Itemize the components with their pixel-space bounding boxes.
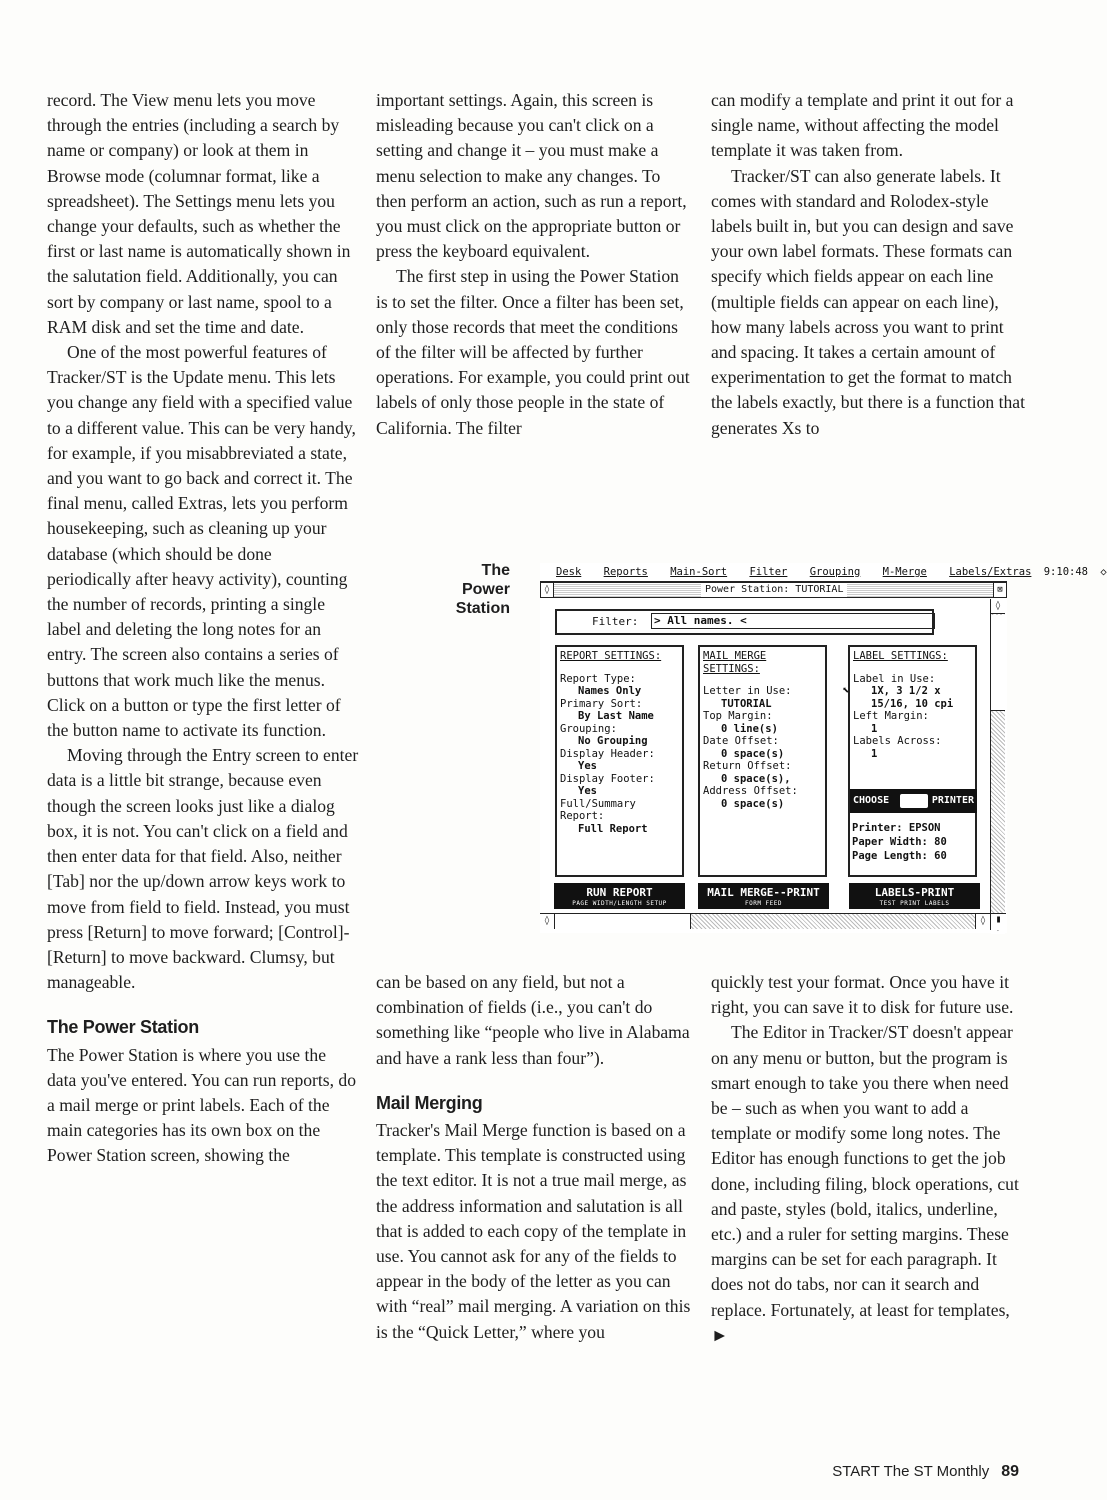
page-footer [832, 1463, 1019, 1481]
setting-label: Label in Use: [853, 672, 936, 685]
labels-print-label: LABELS-PRINT [874, 886, 955, 899]
setting-value: 15/16, 10 cpi [871, 697, 954, 710]
setting-value: Names Only [578, 685, 642, 697]
labels-print-sub: TEST PRINT LABELS [879, 900, 950, 907]
page-length: Page Length: 60 [852, 850, 947, 862]
resize-box-icon[interactable]: ▮ [990, 913, 1006, 930]
column-3-top [711, 88, 1027, 441]
column-1 [47, 88, 359, 1169]
menu-m-merge[interactable]: M-Merge [882, 566, 927, 578]
scroll-up-arrow-icon[interactable]: ◊ [991, 599, 1005, 614]
clock: 9:10:48 [1043, 566, 1088, 578]
label-settings-header: LABEL SETTINGS: [853, 650, 948, 662]
setting-label: Address Offset: [703, 785, 798, 797]
horizontal-scroll-thumb[interactable] [555, 914, 691, 929]
mail-merge-print-sub: FORM FEED [744, 900, 782, 907]
run-report-label: RUN REPORT [586, 886, 653, 899]
menu-main-sort[interactable]: Main-Sort [670, 566, 728, 578]
menu-desk[interactable]: Desk [556, 566, 582, 578]
section-heading-mail-merging: Mail Merging [376, 1092, 483, 1113]
setting-label: Primary Sort: [560, 697, 643, 710]
menu-grouping[interactable]: Grouping [809, 566, 861, 578]
mail-merge-print-button[interactable] [698, 883, 829, 909]
caption-line: Station [455, 600, 510, 617]
caption-line: Power [461, 581, 510, 598]
setting-label: Grouping: [560, 722, 617, 735]
filter-value: > All names. < [651, 613, 935, 629]
setting-value: 0 space(s) [721, 797, 785, 810]
setting-label: Top Margin: [703, 710, 773, 722]
horizontal-scrollbar[interactable] [540, 913, 990, 929]
paragraph: One of the most powerful features of Tracker/ST is the Update menu. This lets you change any field with a specified value to a different value. This can be very handy, for example, if you misabbreviated a state, and you want to go back and correct it. The final menu, called Extras, lets you perform housekeeping, such as cleaning up your database (which should be done periodically after heavy activity), counting the number of records, printing a single label and deleting the long notes for an entry. The screen also contains a series of buttons that work much like the menus. Click on a button or type the first letter of the button name to activate its function. [47, 342, 356, 741]
paragraph: Moving through the Entry screen to enter data is a little bit strange, because even though the screen looks just like a dialog box, it is not. You can't click on a field and then enter data for that field. Also, neither [Tab] nor the up/down arrow keys work to move from field to field. Instead, you must press [Return] to move forward; [Control]-[Return] to move backward. Clumsy, but manageable. [47, 745, 359, 993]
figure-caption [440, 561, 510, 618]
report-settings-lines [560, 673, 679, 836]
setting-label: Full/Summary Report: [560, 797, 636, 822]
paragraph: The Power Station is where you use the data you've entered. You can run reports, do a mail merge or print labels. Each of the main categories has its own box on the Power Station screen, showing the [47, 1044, 357, 1166]
clock-icon: ◇ [1100, 566, 1107, 578]
menu-labels-extras[interactable]: Labels/Extras [949, 566, 1032, 578]
setting-value: No Grouping [578, 735, 648, 747]
paragraph: Tracker's Mail Merge function is based on a template. This template is constructed using the text editor. It is not a true mail merge, as the address information and salutation is all that is added to each copy of the template in use. You cannot ask for any of the fields to appear in the body of the letter as you can with “real” mail merging. A variation on this is the “Quick Letter,” where you [376, 1120, 691, 1342]
filter-box [555, 609, 934, 635]
paper-width: Paper Width: 80 [852, 836, 947, 848]
setting-value: 0 space(s), [721, 772, 791, 785]
scroll-left-arrow-icon[interactable]: ◊ [540, 914, 555, 929]
choose-printer-button[interactable] [850, 789, 977, 813]
mail-merge-print-label: MAIL MERGE--PRINT [707, 886, 820, 899]
paragraph: quickly test your format. Once you have it right, you can save it to disk for future use. [711, 972, 1014, 1018]
setting-label: Display Footer: [560, 772, 655, 785]
paragraph: can be based on any field, but not a combination of fields (i.e., you can't do something like “people who live in Alabama and have a rank less than four”). [376, 972, 690, 1068]
mail-merge-settings-header: MAIL MERGE SETTINGS: [703, 650, 767, 675]
column-3-bottom [711, 970, 1027, 1348]
setting-value: 1X, 3 1/2 x [871, 685, 941, 697]
window-title: Power Station: TUTORIAL [701, 583, 847, 597]
setting-value: Yes [578, 785, 597, 797]
setting-value: 0 space(s) [721, 747, 785, 760]
setting-label: Display Header: [560, 747, 655, 760]
setting-value: Full Report [578, 822, 648, 835]
power-station-screenshot [540, 563, 1107, 933]
report-settings-panel [555, 645, 684, 877]
setting-label: Left Margin: [853, 710, 929, 722]
setting-label: Labels Across: [853, 735, 942, 747]
run-report-button[interactable] [554, 883, 685, 909]
mail-merge-settings-lines [703, 685, 822, 810]
menu-filter[interactable]: Filter [749, 566, 788, 578]
paragraph: record. The View menu lets you move through the entries (including a search by name or company) or look at them in Browse mode (columnar format, like a spreadsheet). The Settings menu lets you change your defaults, such as whether the first or last name is automatically shown in the salutation field. Additionally, you can sort by company or last name, spool to a RAM disk and set the time and date. [47, 90, 351, 337]
label-settings-lines [853, 673, 972, 761]
vertical-scroll-thumb[interactable] [991, 615, 1005, 711]
magazine-name: START The ST Monthly [832, 1463, 990, 1480]
printer-label: PRINTER [931, 795, 974, 806]
paragraph: can modify a template and print it out for a single name, without affecting the model template it was taken from. [711, 90, 1014, 161]
window-title-bar[interactable] [540, 582, 1007, 598]
printer-info [852, 821, 947, 863]
fuller-box-icon[interactable]: ⊠ [993, 583, 1006, 597]
setting-label: Date Offset: [703, 735, 779, 747]
column-2-top [376, 88, 692, 441]
page-number: 89 [1001, 1463, 1019, 1480]
printer-icon [900, 794, 928, 808]
setting-label: Report Type: [560, 672, 636, 685]
run-report-sub: PAGE WIDTH/LENGTH SETUP [572, 900, 667, 907]
close-box-icon[interactable]: ◊ [541, 583, 554, 597]
menu-reports[interactable]: Reports [603, 566, 648, 578]
vertical-scrollbar[interactable] [990, 599, 1005, 919]
paragraph: The first step in using the Power Station is to set the filter. Once a filter has been set, only those records that meet the conditions of the filter will be affected by further operations. For example, you could print out labels of only those people in the state of California. The filter [376, 266, 690, 438]
paragraph: important settings. Again, this screen is misleading because you can't click on a setting and change it – you must make a menu selection to make any changes. To then perform an action, such as run a report, you must click on the appropriate button or press the keyboard equivalent. [376, 90, 687, 262]
paragraph: The Editor in Tracker/ST doesn't appear on any menu or button, but the program is smart enough to take you there when need be – such as when you want to add a template or modify some long notes. The Editor has enough functions to get the job done, including filing, block operations, cut and paste, styles (bold, italics, underline, etc.) and a ruler for setting margins. These margins can be set for each paragraph. It does not do tabs, nor can it search and replace. Fortunately, at least for templates, ► [711, 1022, 1019, 1345]
section-heading-power-station: The Power Station [47, 1017, 199, 1038]
report-settings-header: REPORT SETTINGS: [560, 650, 662, 662]
caption-line: The [481, 562, 510, 579]
mail-merge-settings-panel [698, 645, 827, 877]
setting-value: 1 [871, 722, 878, 735]
setting-value: By Last Name [578, 710, 654, 722]
choose-label: CHOOSE [853, 795, 890, 806]
filter-label: Filter: [592, 615, 639, 628]
paragraph: Tracker/ST can also generate labels. It comes with standard and Rolodex-style labels built in, but you can design and save your own label formats. These formats can specify which fields appear on each line (multiple fields can appear on each line), how many labels across you want to print and spacing. It takes a certain amount of experimentation to get the format to match the labels exactly, but there is a function that generates Xs to [711, 165, 1025, 438]
column-2-bottom [376, 970, 692, 1345]
setting-value: 1 [871, 747, 878, 760]
setting-value: 0 line(s) [721, 722, 778, 735]
setting-value: Yes [578, 760, 597, 772]
printer-name: Printer: EPSON [852, 822, 941, 834]
setting-label: Return Offset: [703, 760, 792, 772]
mouse-pointer-icon: ⬉ [842, 683, 850, 697]
setting-label: Letter in Use: [703, 685, 792, 697]
menu-bar [540, 563, 1107, 582]
setting-value: TUTORIAL [721, 697, 772, 710]
labels-print-button[interactable] [849, 883, 980, 909]
scroll-right-arrow-icon[interactable]: ◊ [975, 914, 990, 929]
